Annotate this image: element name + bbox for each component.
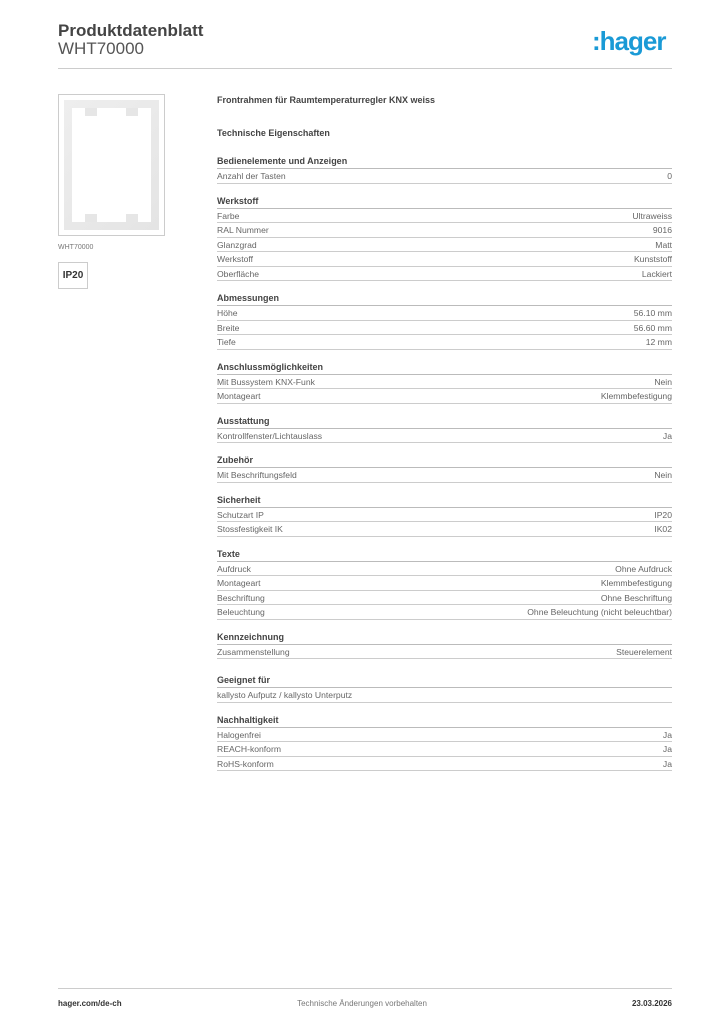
spec-label: Breite <box>217 322 240 333</box>
spec-value: 12 mm <box>645 337 672 347</box>
product-title: Frontrahmen für Raumtemperaturregler KNX weiss <box>217 95 436 105</box>
spec-label: Werkstoff <box>217 254 253 264</box>
spec-row <box>217 209 672 224</box>
spec-value: Ohne Beschriftung <box>600 592 672 603</box>
spec-label: Mit Beschriftungsfeld <box>217 470 297 480</box>
spec-row <box>217 645 672 660</box>
page-title: Produktdatenblatt <box>58 21 204 40</box>
spec-value: 0 <box>667 171 672 181</box>
spec-section <box>217 154 672 184</box>
footer-date: 23.03.2026 <box>631 999 672 1008</box>
spec-section <box>217 194 672 282</box>
spec-label: Beleuchtung <box>217 607 265 617</box>
spec-value: Nein <box>654 470 672 480</box>
spec-label: Beschriftung <box>217 592 265 603</box>
section-heading: Zubehör <box>217 453 672 468</box>
section-heading: Texte <box>217 547 672 562</box>
spec-row <box>217 522 672 537</box>
spec-row <box>217 591 672 606</box>
spec-label: Farbe <box>217 210 240 221</box>
spec-section <box>217 493 672 537</box>
spec-section <box>217 630 672 660</box>
spec-section <box>217 453 672 483</box>
spec-row <box>217 728 672 743</box>
spec-label: Mit Bussystem KNX-Funk <box>217 376 315 387</box>
section-heading: Geeignet für <box>217 673 672 688</box>
spec-label: Glanzgrad <box>217 239 257 250</box>
spec-value: Klemmbefestigung <box>600 578 672 588</box>
footer-divider <box>58 988 672 989</box>
spec-value: Ultraweiss <box>632 210 672 221</box>
spec-row <box>217 375 672 390</box>
spec-row <box>217 688 672 703</box>
spec-row <box>217 306 672 321</box>
spec-value: Klemmbefestigung <box>600 391 672 401</box>
spec-value: Ja <box>662 744 672 754</box>
spec-row <box>217 429 672 444</box>
tech-heading: Technische Eigenschaften <box>217 128 330 138</box>
spec-value: Ohne Aufdruck <box>615 563 672 574</box>
article-number: WHT70000 <box>58 39 144 58</box>
spec-value: Ohne Beleuchtung (nicht beleuchtbar) <box>527 607 672 617</box>
section-heading: Anschlussmöglichkeiten <box>217 360 672 375</box>
spec-value: Matt <box>655 239 672 250</box>
spec-label: Halogenfrei <box>217 729 261 740</box>
spec-row <box>217 742 672 757</box>
spec-row <box>217 576 672 591</box>
spec-row <box>217 169 672 184</box>
spec-row <box>217 267 672 282</box>
spec-label: Anzahl der Tasten <box>217 171 286 181</box>
spec-row <box>217 252 672 267</box>
spec-label: Stossfestigkeit IK <box>217 524 283 534</box>
section-heading: Kennzeichnung <box>217 630 672 645</box>
spec-value: IP20 <box>654 509 672 520</box>
spec-section <box>217 547 672 620</box>
spec-row <box>217 508 672 523</box>
spec-section <box>217 414 672 444</box>
spec-content <box>217 95 672 781</box>
footer-note: Technische Änderungen vorbehalten <box>297 999 427 1008</box>
spec-value: 9016 <box>652 225 672 235</box>
spec-row <box>217 223 672 238</box>
spec-value: Kunststoff <box>633 254 672 264</box>
section-heading: Bedienelemente und Anzeigen <box>217 154 672 169</box>
spec-row <box>217 335 672 350</box>
spec-row <box>217 321 672 336</box>
spec-label: Schutzart IP <box>217 509 264 520</box>
spec-label: RoHS-konform <box>217 758 274 769</box>
spec-row <box>217 389 672 404</box>
spec-value: 56.60 mm <box>633 322 672 333</box>
spec-value: Steuerelement <box>616 646 672 657</box>
spec-row <box>217 605 672 620</box>
spec-row <box>217 757 672 772</box>
spec-section <box>217 673 672 703</box>
spec-row <box>217 562 672 577</box>
spec-label: Zusammenstellung <box>217 646 290 657</box>
spec-label: Oberfläche <box>217 268 260 279</box>
footer-website[interactable]: hager.com/de-ch <box>58 999 122 1008</box>
hager-logo: :hager <box>592 26 666 56</box>
spec-label: Höhe <box>217 308 238 318</box>
spec-section <box>217 713 672 772</box>
spec-row <box>217 238 672 253</box>
spec-value: Ja <box>662 758 672 769</box>
spec-value: IK02 <box>654 524 672 534</box>
spec-value: Ja <box>662 430 672 441</box>
ip-rating-badge: IP20 <box>58 262 88 289</box>
product-image <box>58 94 165 236</box>
section-heading: Abmessungen <box>217 291 672 306</box>
spec-value: 56.10 mm <box>633 308 672 318</box>
spec-label: Tiefe <box>217 337 236 347</box>
image-caption: WHT70000 <box>58 244 94 251</box>
spec-label: Montageart <box>217 391 261 401</box>
spec-label: RAL Nummer <box>217 225 269 235</box>
spec-label: REACH-konform <box>217 744 281 754</box>
divider <box>58 68 672 69</box>
spec-value: Ja <box>662 729 672 740</box>
spec-row <box>217 468 672 483</box>
spec-label: Montageart <box>217 578 261 588</box>
spec-label: Aufdruck <box>217 563 251 574</box>
section-heading: Nachhaltigkeit <box>217 713 672 728</box>
spec-label: kallysto Aufputz / kallysto Unterputz <box>217 690 353 700</box>
spec-value: Nein <box>654 376 672 387</box>
spec-label: Kontrollfenster/Lichtauslass <box>217 430 323 441</box>
section-heading: Werkstoff <box>217 194 672 209</box>
spec-value: Lackiert <box>641 268 672 279</box>
section-heading: Ausstattung <box>217 414 672 429</box>
spec-section <box>217 360 672 404</box>
spec-section <box>217 291 672 350</box>
section-heading: Sicherheit <box>217 493 672 508</box>
